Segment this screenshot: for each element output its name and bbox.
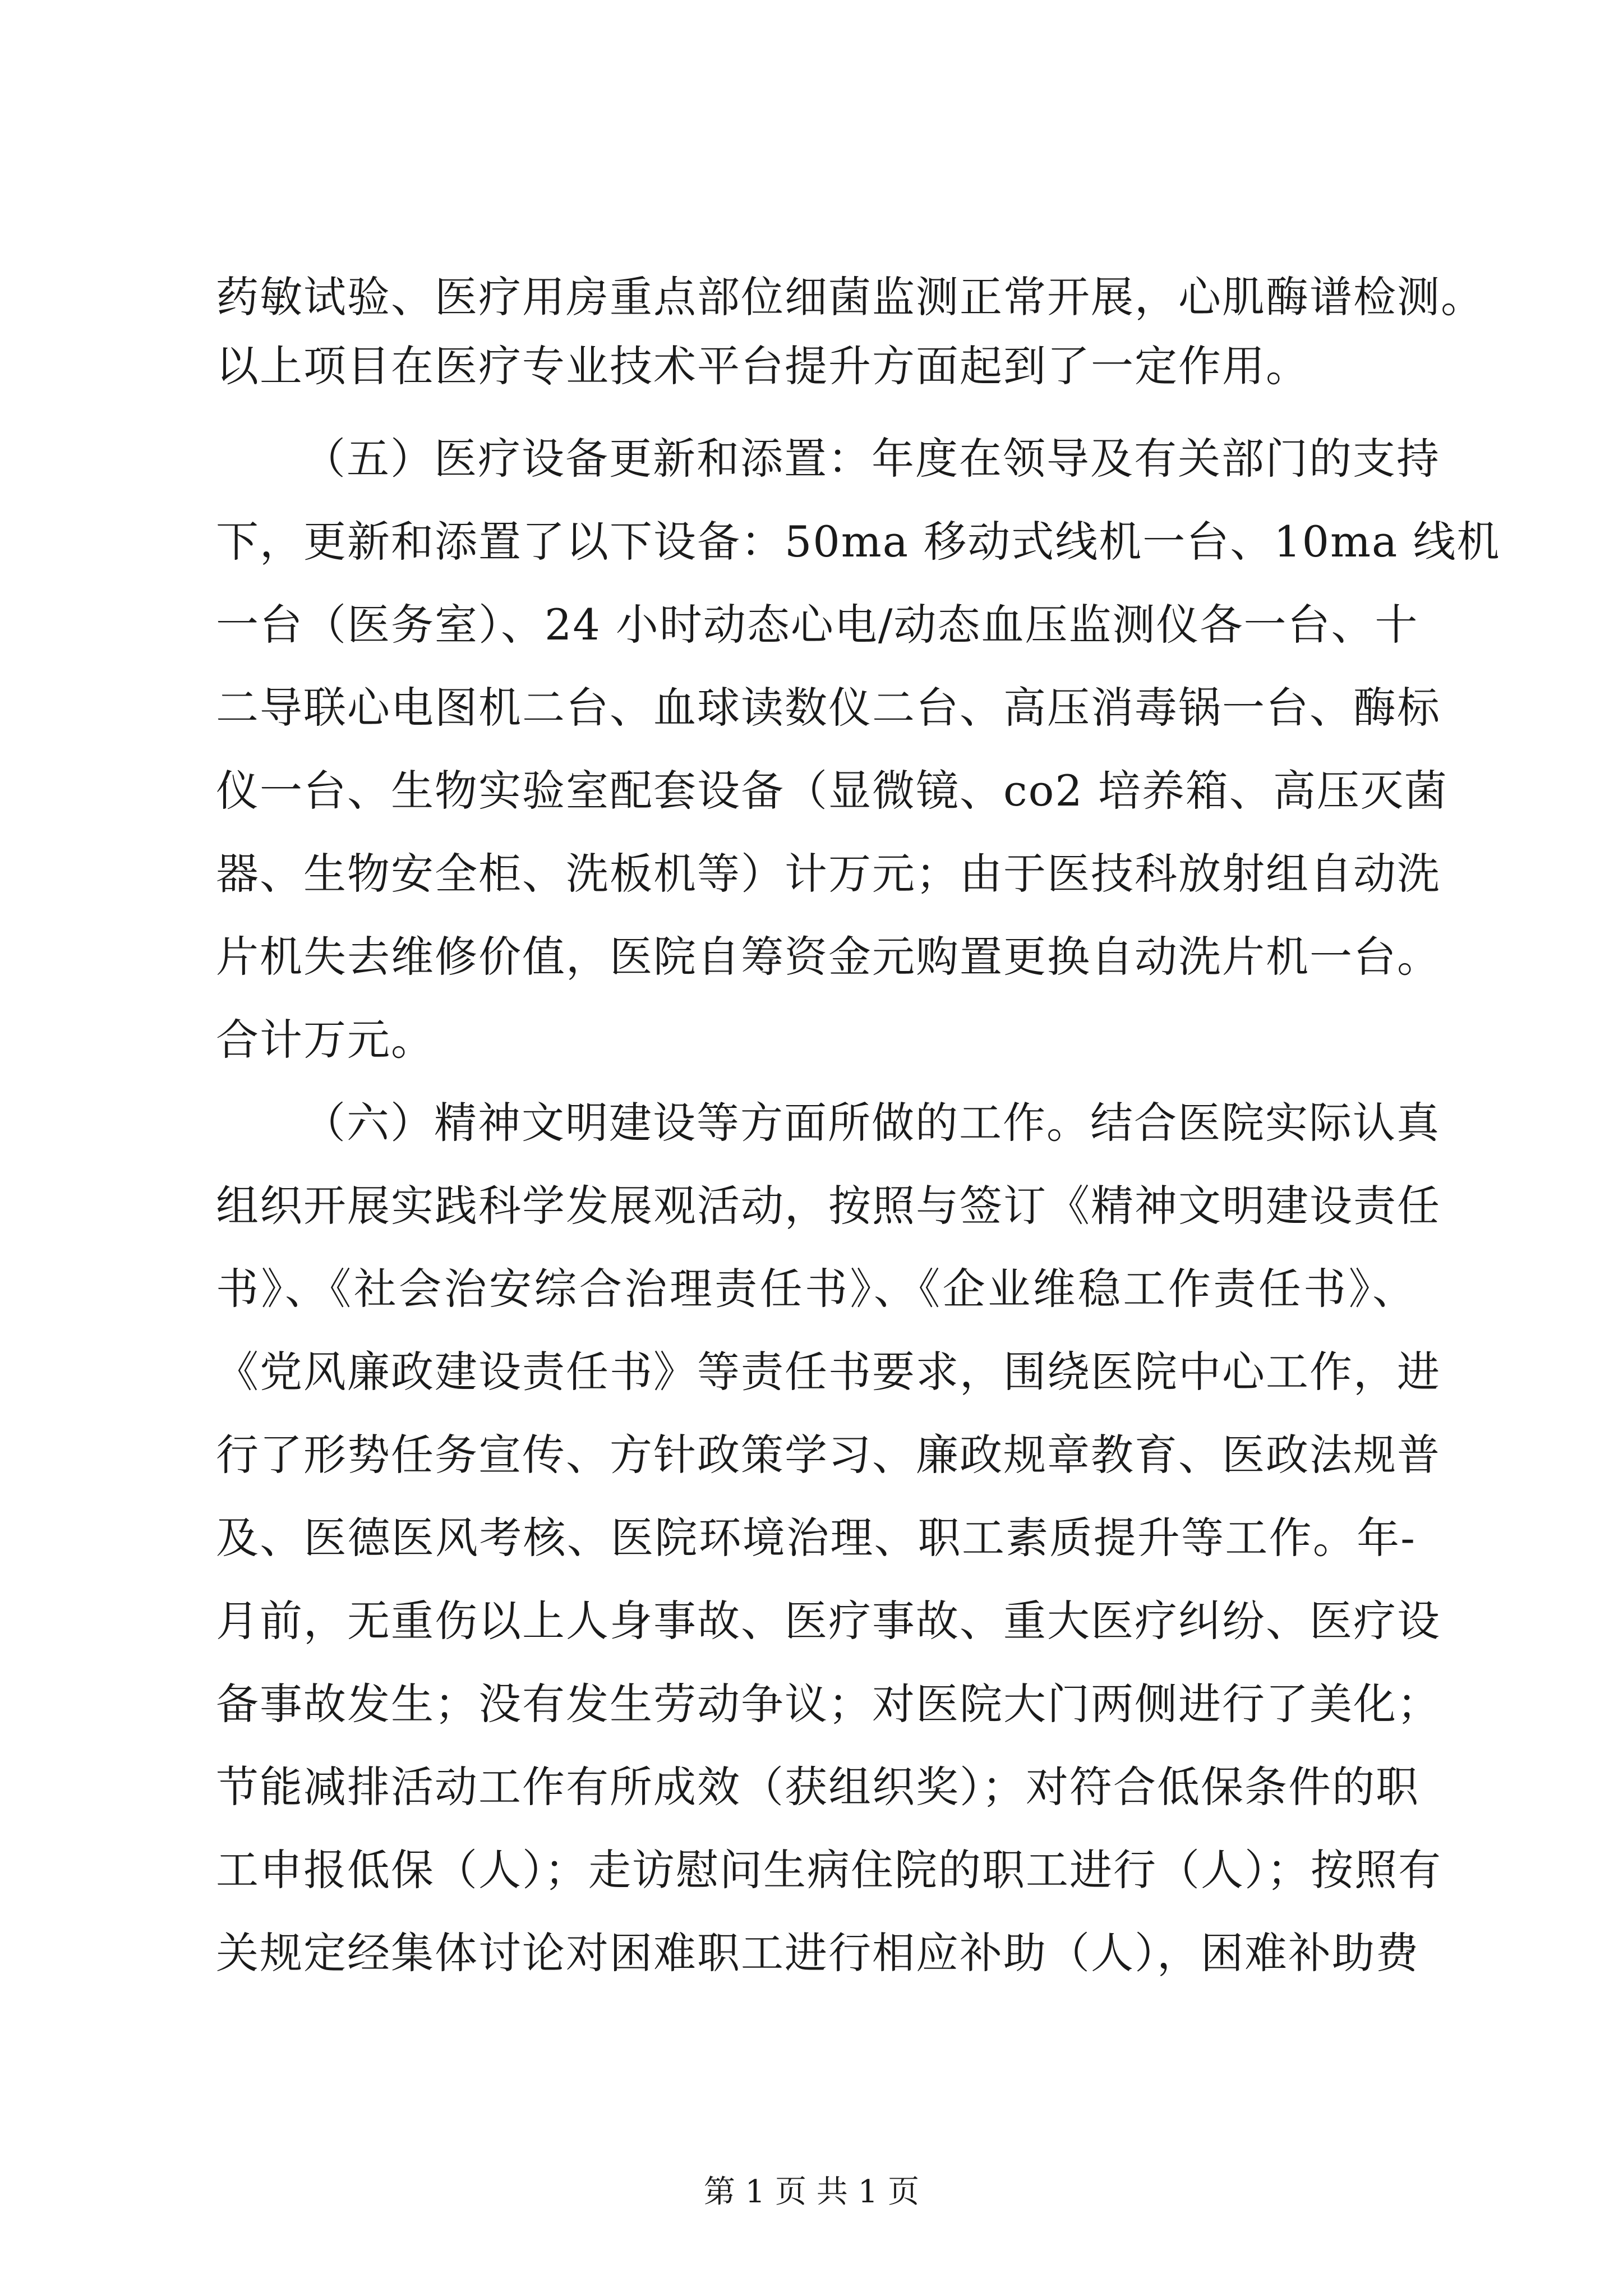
text-line: 以上项目在医疗专业技术平台提升方面起到了一定作用。 — [216, 341, 1310, 391]
text-line: 二导联心电图机二台、血球读数仪二台、高压消毒锅一台、酶标 — [216, 683, 1441, 733]
text-line: 备事故发生；没有发生劳动争议；对医院大门两侧进行了美化； — [216, 1679, 1441, 1729]
text-line: 书》、《社会治安综合治理责任书》、《企业维稳工作责任书》、 — [216, 1264, 1416, 1314]
text-line: 月前，无重伤以上人身事故、医疗事故、重大医疗纠纷、医疗设 — [216, 1596, 1441, 1646]
text-line: 《党风廉政建设责任书》等责任书要求，围绕医院中心工作，进 — [216, 1347, 1441, 1397]
text-line: 工申报低保（人）；走访慰问生病住院的职工进行（人）；按照有 — [216, 1845, 1442, 1895]
page-footer: 第 1 页 共 1 页 — [703, 2174, 920, 2210]
text-line: 行了形势任务宣传、方针政策学习、廉政规章教育、医政法规普 — [216, 1430, 1441, 1480]
text-line: 节能减排活动工作有所成效（获组织奖）；对符合低保条件的职 — [216, 1762, 1419, 1812]
paragraph-five-start: （五）医疗设备更新和添置：年度在领导及有关部门的支持 — [303, 434, 1440, 484]
text-line: 片机失去维修价值，医院自筹资金元购置更换自动洗片机一台。 — [216, 932, 1441, 982]
text-line: 关规定经集体讨论对困难职工进行相应补助（人），困难补助费 — [216, 1928, 1419, 1978]
text-line: 药敏试验、医疗用房重点部位细菌监测正常开展，心肌酶谱检测。 — [216, 272, 1484, 322]
text-line: 合计万元。 — [216, 1015, 435, 1065]
text-line: 及、医德医风考核、医院环境治理、职工素质提升等工作。年- — [216, 1513, 1416, 1563]
text-line: 一台（医务室）、24 小时动态心电/动态血压监测仪各一台、十 — [216, 600, 1419, 650]
text-line: 组织开展实践科学发展观活动，按照与签订《精神文明建设责任 — [216, 1181, 1441, 1231]
text-line: 器、生物安全柜、洗板机等）计万元；由于医技科放射组自动洗 — [216, 849, 1441, 899]
text-line: 下，更新和添置了以下设备：50ma 移动式线机一台、10ma 线机 — [216, 517, 1501, 567]
paragraph-six-start: （六）精神文明建设等方面所做的工作。结合医院实际认真 — [303, 1098, 1440, 1148]
text-line: 仪一台、生物实验室配套设备（显微镜、co2 培养箱、高压灭菌 — [216, 766, 1448, 816]
